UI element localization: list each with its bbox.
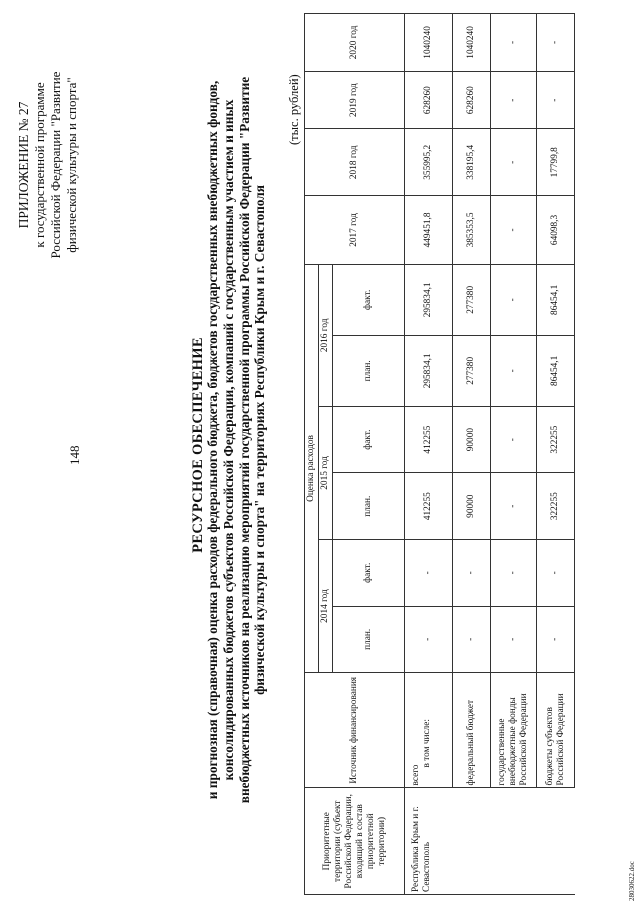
unit-note: (тыс. рублей) xyxy=(287,74,301,145)
header-2016: 2016 год xyxy=(319,264,333,406)
header-2020: 2020 год xyxy=(305,14,405,72)
subtitle-line: физической культуры и спорта" на территориях Республики Крым и г. Севастополя xyxy=(252,185,268,695)
appendix-line: физической культуры и спорта" xyxy=(64,77,79,253)
value-cell: - xyxy=(491,71,537,129)
value-cell: - xyxy=(537,606,575,673)
source-cell: федеральный бюджет xyxy=(453,673,491,788)
header-fact: факт. xyxy=(333,539,405,606)
value-cell: 412255 xyxy=(405,473,453,540)
value-cell: 628260 xyxy=(405,71,453,129)
header-territory: Приоритетные территории (субъект Российской Федерации, входящий в состав приоритетной территории) xyxy=(305,788,405,895)
header-fact: факт. xyxy=(333,264,405,335)
value-cell: 385353,5 xyxy=(453,196,491,265)
value-cell: 449451,8 xyxy=(405,196,453,265)
value-cell: 412255 xyxy=(405,406,453,473)
source-label: всего xyxy=(411,764,421,786)
value-cell: - xyxy=(537,14,575,72)
table-row xyxy=(491,14,537,895)
appendix-block xyxy=(16,35,80,295)
value-cell: 86454,1 xyxy=(537,264,575,335)
resource-table xyxy=(304,13,575,895)
header-2017: 2017 год xyxy=(305,196,405,265)
header-2018: 2018 год xyxy=(305,129,405,196)
value-cell: - xyxy=(491,473,537,540)
value-cell: - xyxy=(405,539,453,606)
appendix-heading: ПРИЛОЖЕНИЕ № 27 xyxy=(16,101,31,229)
appendix-line: Российской Федерации "Развитие xyxy=(48,71,63,259)
value-cell: 338195,4 xyxy=(453,129,491,196)
table-row xyxy=(453,14,491,895)
value-cell: 295834,1 xyxy=(405,264,453,335)
value-cell: - xyxy=(537,71,575,129)
value-cell: 1040240 xyxy=(453,14,491,72)
value-cell: 277380 xyxy=(453,335,491,406)
value-cell: - xyxy=(491,129,537,196)
header-2014: 2014 год xyxy=(319,539,333,672)
value-cell: 322255 xyxy=(537,473,575,540)
value-cell: - xyxy=(491,406,537,473)
value-cell: - xyxy=(491,14,537,72)
value-cell: - xyxy=(453,539,491,606)
value-cell: - xyxy=(405,606,453,673)
territory-cell: Республика Крым и г. Севастополь xyxy=(405,788,575,895)
document-subtitle xyxy=(205,35,268,845)
value-cell: - xyxy=(537,539,575,606)
source-sublabel: в том числе: xyxy=(422,719,432,768)
value-cell: 295834,1 xyxy=(405,335,453,406)
value-cell: 90000 xyxy=(453,473,491,540)
header-estimate: Оценка расходов xyxy=(305,264,319,672)
header-2015: 2015 год xyxy=(319,406,333,539)
header-plan: план. xyxy=(333,606,405,673)
appendix-line: к государственной программе xyxy=(32,82,47,248)
source-cell: бюджеты субъектов Российской Федерации xyxy=(537,673,575,788)
value-cell: - xyxy=(491,539,537,606)
header-fact: факт. xyxy=(333,406,405,473)
page-number: 148 xyxy=(67,445,82,465)
value-cell: - xyxy=(453,606,491,673)
file-name: 28030622.doc xyxy=(628,861,636,901)
value-cell: 628260 xyxy=(453,71,491,129)
value-cell: - xyxy=(491,196,537,265)
table-row xyxy=(405,14,453,895)
value-cell: - xyxy=(491,335,537,406)
table-row xyxy=(537,14,575,895)
document-title: РЕСУРСНОЕ ОБЕСПЕЧЕНИЕ xyxy=(190,337,206,553)
header-source: Источник финансирования xyxy=(305,673,405,788)
value-cell: 17799,8 xyxy=(537,129,575,196)
header-2019: 2019 год xyxy=(305,71,405,129)
header-plan: план. xyxy=(333,335,405,406)
value-cell: 277380 xyxy=(453,264,491,335)
source-cell: государственные внебюджетные фонды Российской Федерации xyxy=(491,673,537,788)
value-cell: 355995,2 xyxy=(405,129,453,196)
value-cell: 90000 xyxy=(453,406,491,473)
value-cell: 322255 xyxy=(537,406,575,473)
subtitle-line: и прогнозная (справочная) оценка расходов федерального бюджета, бюджетов государственных внебюджетных фондов, xyxy=(205,80,220,800)
source-cell xyxy=(405,673,453,788)
value-cell: 64098,3 xyxy=(537,196,575,265)
subtitle-line: внебюджетных источников на реализацию мероприятий государственной программы Российской Федерации "Развитие xyxy=(236,76,252,804)
value-cell: 86454,1 xyxy=(537,335,575,406)
value-cell: - xyxy=(491,264,537,335)
header-plan: план. xyxy=(333,473,405,540)
subtitle-line: консолидированных бюджетов субъектов Российской Федерации, компаний с государственным участием и иных xyxy=(220,99,236,781)
value-cell: 1040240 xyxy=(405,14,453,72)
value-cell: - xyxy=(491,606,537,673)
